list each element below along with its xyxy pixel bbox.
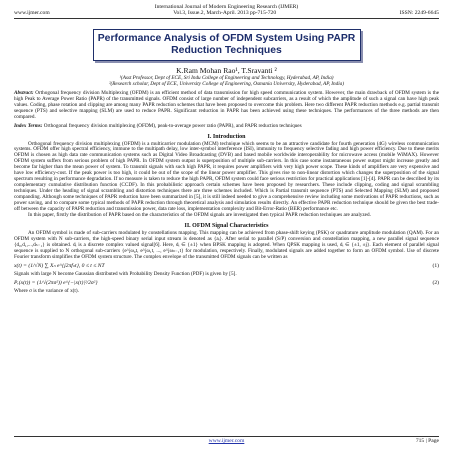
ofdm-paragraph-1: An OFDM symbol is made of sub-carriers modulated by constellations mapping. This mapping can be achieved from phase-shift keying (PSK) or quadrature amplitude modulation (QAM). For an OFDM system with N sub-carriers, the high-speed binary serial input stream is denoted as {aᵢ}. After serial to parallel (S/P) conversion and constellation mapping, a new parallel signal sequence {d₀,d₁,...,dₙ₋₁} is obtained. dᵢ is a discrete complex valued signal[6]. Here, dᵢ ∈ {±1} when BPSK mapping is adopted. When QPSK mapping is used, dᵢ ∈ {±1, ±j}. Each element of parallel signal sequence is supplied to N orthogonal sub-carriers {e^jω₀t, e^jω₁t, ..., e^jωₙ₋₁t} for modulation, respectively. Finally, modulated signals are added together to form an OFDM symbol. Use of discrete Fourier transform simplifies the OFDM system structure. The complex envelope of the transmitted OFDM signals can be written as xyxy=(14,229,439,260)
equation-2 xyxy=(14,280,439,287)
journal-url-link[interactable]: www.ijmer.com xyxy=(14,10,50,17)
footer-url-link[interactable]: www.ijmer.com xyxy=(208,438,245,444)
abstract-text: Orthogonal frequency division Multiplexing (OFDM) is an efficient method of data transmission for high speed communication system. However, the main drawback of OFDM system is the high Peak to Average Power Ratio (PAPR) of the transmitted signals. OFDM consist of large number of independent subcarriers, as a result of which the amplitude of such a signal can have high peak values. Coding, phase rotation and clipping are among many PAPR reduction schemes that have been proposed to overcome this problem. Here two different PAPR reduction methods e.g. partial transmit sequence (PTS) and selective mapping (SLM) are used to reduce PAPR. Significant reduction in PAPR has been achieved using these techniques. The performances of the three methods are then compared. xyxy=(14,89,439,120)
header-rule xyxy=(14,18,439,19)
equation-2-body: Pᵣ(x(t)) = (1/√(2πσ²)) e^{−|x(t)|²/2σ²} xyxy=(14,279,98,286)
ofdm-paragraph-3: Where σ is the variance of x(t). xyxy=(14,287,79,294)
page-number: 715 | Page xyxy=(415,438,439,444)
index-terms-text: Orthogonal frequency division multiplexing (OFDM), peak-to-average power ratio (PAPR), and PAPR reduction techniques xyxy=(43,122,302,129)
paper-authors: K.Ram Mohan Rao¹, T.Sravanti ² xyxy=(176,65,277,75)
affiliation-1: ¹(Asst Professor, Dept of ECE, Sri Indu College of Engineering and Technology, Hyderabad, AP, India) xyxy=(119,74,334,81)
abstract xyxy=(14,91,439,121)
equation-2-number: (2) xyxy=(432,279,439,286)
paper-title: Performance Analysis of OFDM System Using PAPR Reduction Techniques xyxy=(93,29,361,61)
footer-rule xyxy=(14,436,439,437)
journal-volume: Vol.3, Issue.2, March-April. 2013 pp-715-720 xyxy=(173,10,277,17)
journal-meta-line xyxy=(14,10,439,16)
section-heading-ofdm: II. OFDM Signal Characteristics xyxy=(184,222,269,229)
intro-paragraph-2: In this paper, firstly the distribution of PAPR based on the characteristics of the OFDM signals are investigated then typical PAPR reduction techniques are analyzed. xyxy=(28,211,371,218)
ofdm-paragraph-2: Signals with large N become Gaussian distributed with Probability Density Function (PDF) is given by [5]. xyxy=(14,270,237,277)
page-footer xyxy=(14,438,439,444)
index-terms-label: Index Terms: xyxy=(14,122,43,129)
equation-1 xyxy=(14,263,439,270)
index-terms xyxy=(14,124,439,130)
equation-1-number: (1) xyxy=(432,262,439,269)
abstract-label: Abstract: xyxy=(14,89,34,96)
affiliation-2: ²(Research scholar, Dept of ECE, University College of Engineering, Osmania University, Hyderabad, AP, India) xyxy=(108,80,344,87)
journal-issn: ISSN: 2249-6645 xyxy=(399,10,439,17)
section-heading-introduction: I. Introduction xyxy=(207,133,246,140)
intro-paragraph-1: Orthogonal frequency division multiplexing (OFDM) is a multicarrier modulation (MCM) technique which seems to be an attractive candidate for fourth generation (4G) wireless communication systems. OFDM offer high spectral efficiency, immune to the multipath delay, low inter-symbol interference (ISI), immunity to frequency selective fading and high power efficiency. Due to these merits OFDM is chosen as high data rate communication systems such as Digital Video Broadcasting (DVB) and based mobile worldwide interoperability for microwave access (mobile WiMAX). However OFDM system suffers from serious problem of high PAPR. In OFDM system output is superposition of multiple sub-carriers. In this case some instantaneous power output might increase greatly and become far higher than the mean power of system. To transmit signals with such high PAPR, it requires power amplifiers with very high power scope. These kinds of amplifiers are very expensive and have low efficiency-cost. If the peak power is too high, it could be out of the scope of the linear power amplifier. This gives rise to non-linear distortion which changes the superposition of the signal spectrum resulting in performance degradation. If no measure is taken to reduce the high PAPR, OFDM system could face serious restriction for practical applications [1]-[4]. PAPR can be described by its complementary cumulative distribution function (CCDF). In this probabilistic approach certain schemes have been proposed by researchers. These include clipping, coding and signal scrambling techniques. Under the heading of signal scrambling and distortion techniques there are three schemes included. Which is Partial transmit sequence (PTS) and Selected Mapping (SLM) and proposed companding. Although some techniques of PAPR reduction have been summarized in [5], it is still indeed needed to give a comprehensive review including some motivations of PAPR reductions, such as power saving, and to compare some typical methods of PAPR reduction through theoretical analysis and simulation results directly. An effective PAPR reduction technique should be given the best trade-off between the capacity of PAPR reduction and transmission power, data rate loss, implementation complexity and Bit-Error-Ratio (BER) performance etc. xyxy=(14,140,439,213)
journal-name: International Journal of Modern Engineering Research (IJMER) xyxy=(154,4,299,10)
equation-1-body: x(t) = (1/√N) ∑ Xₙ e^{j2πfₙt}, 0 ≤ t ≤ NT xyxy=(14,262,105,269)
